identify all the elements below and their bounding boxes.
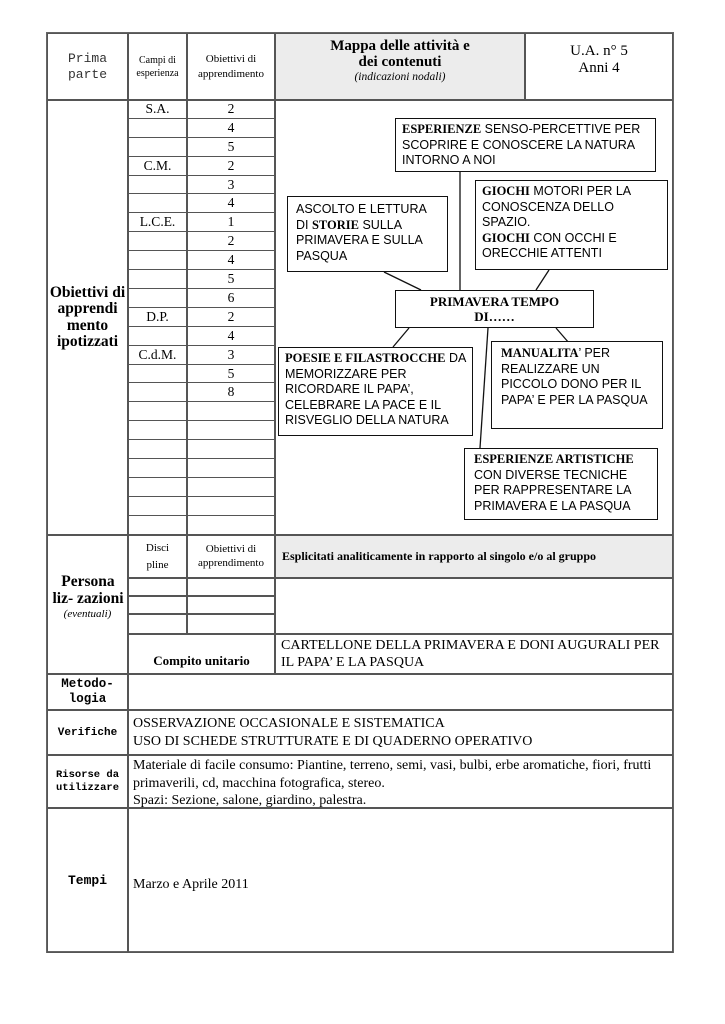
compito-text-cell (275, 634, 673, 674)
obiettivo-number: 4 (227, 119, 235, 135)
metodologia-text-cell (128, 674, 673, 710)
eventuali-label: (eventuali) (63, 608, 112, 620)
anni: Anni 4 (578, 60, 620, 76)
pers-obiettivi-label: Obiettivi di apprendimento (198, 543, 264, 569)
ascolto-pre: ASCOLTO E LETTURA DI (296, 202, 427, 232)
obiettivo-number: 1 (227, 214, 235, 230)
obiettivo-number: 2 (227, 233, 235, 249)
center-label: PRIMAVERA TEMPO DI…… (429, 294, 560, 324)
esperienze-bold: ESPERIENZE (402, 122, 482, 136)
obiettivo-number: 8 (227, 384, 235, 400)
manualita-bold: MANUALITA (501, 346, 579, 360)
tempi-label: Tempi (67, 873, 107, 888)
verifiche-label: Verifiche (57, 726, 118, 739)
prima-parte-label: Prima parte (67, 50, 107, 82)
box-poesie (278, 347, 473, 436)
disci-label: Disci pline (145, 541, 170, 571)
giochi1-bold: GIOCHI (482, 184, 530, 198)
campo-label: S.A. (145, 100, 170, 116)
pers-obiettivi-row-3 (187, 614, 275, 634)
pers-disci-row-1 (128, 578, 187, 596)
esplicitati-label: Esplicitati analiticamente in rapporto al singolo e/o al gruppo (282, 549, 597, 563)
obiettivo-number: 2 (227, 308, 235, 324)
box-esperienze (395, 118, 656, 172)
obiettivi-ipotizzati-label: Obiettivi di apprendi mento ipotizzati (49, 283, 126, 350)
campo-label: C.M. (143, 157, 172, 173)
verifiche-line-1: OSSERVAZIONE OCCASIONALE E SISTEMATICA (133, 716, 445, 731)
obiettivo-number: 3 (227, 346, 235, 362)
tempi-label-cell (47, 808, 128, 953)
box-ascolto (287, 196, 448, 272)
pers-details-cell (275, 578, 673, 634)
connector-poesie (393, 328, 409, 347)
mappa-title: Mappa delle attività e dei contenuti (330, 38, 470, 70)
verifiche-text-cell (128, 710, 673, 755)
box-manualita (491, 341, 663, 429)
ascolto-bold: STORIE (311, 217, 359, 232)
metodologia-label-cell (47, 674, 128, 710)
obiettivo-number: 4 (227, 195, 235, 211)
metodologia-label: Metodo- logia (61, 677, 114, 706)
compito-label-cell (128, 634, 275, 674)
poesie-text: DA MEMORIZZARE PER RICORDARE IL PAPA’, CELEBRARE LA PACE E IL RISVEGLIO DELLA NATURA (285, 351, 466, 427)
tempi-text-cell (128, 808, 673, 953)
verifiche-label-cell (47, 710, 128, 755)
obiettivo-number: 5 (227, 138, 235, 154)
personalizzazioni-label: Persona liz- zazioni (52, 573, 124, 607)
campo-label: L.C.E. (139, 214, 176, 230)
verifiche-line-2: USO DI SCHEDE STRUTTURATE E DI QUADERNO OPERATIVO (133, 734, 533, 749)
pers-obiettivi-row-2 (187, 596, 275, 614)
obiettivo-number: 2 (227, 157, 235, 173)
risorse-label-cell (47, 755, 128, 808)
obiettivo-number: 4 (227, 252, 235, 268)
risorse-line-1: Materiale di facile consumo: Piantine, terreno, semi, vasi, bulbi, erbe aromatiche, fiori, frutti primaverili, cd, macchina fotografica, stereo. (133, 758, 652, 791)
disci-header (128, 535, 187, 578)
pers-disci-row-2 (128, 596, 187, 614)
obiettivo-number: 6 (227, 289, 235, 305)
compito-label: Compito unitario (153, 652, 250, 668)
obiettivi-label: Obiettivi di apprendimento (198, 52, 264, 80)
giochi1-text: MOTORI PER LA CONOSCENZA DELLO SPAZIO. (482, 184, 631, 229)
campi-label: Campi di esperienza (136, 54, 179, 79)
risorse-text-cell (128, 755, 673, 808)
pers-obiettivi-header (187, 535, 275, 578)
artistiche-bold: ESPERIENZE ARTISTICHE (474, 452, 634, 466)
giochi2-bold: GIOCHI (482, 230, 530, 245)
pers-obiettivi-row-1 (187, 578, 275, 596)
campo-label: D.P. (146, 308, 169, 324)
connector-artistiche (480, 328, 488, 448)
box-artistiche (464, 448, 658, 520)
connector-ascolto (384, 272, 421, 290)
campo-label: C.d.M. (138, 346, 177, 362)
ascolto-post: SULLA PRIMAVERA E SULLA PASQUA (296, 217, 423, 263)
ua-number: U.A. n° 5 (570, 43, 628, 59)
artistiche-text: CON DIVERSE TECNICHE PER RAPPRESENTARE LA PRIMAVERA E LA PASQUA (474, 467, 631, 513)
manualita-text: ’ PER REALIZZARE UN PICCOLO DONO PER IL PAPA’ E PER LA PASQUA (501, 346, 648, 407)
mappa-subtitle: (indicazioni nodali) (354, 71, 446, 83)
connector-giochi (536, 270, 549, 290)
box-center (395, 290, 594, 328)
pers-disci-row-3 (128, 614, 187, 634)
obiettivo-number: 5 (227, 271, 235, 287)
giochi2-text: CON OCCHI E ORECCHIE ATTENTI (482, 230, 617, 260)
obiettivo-number: 3 (227, 176, 235, 192)
poesie-bold: POESIE E FILASTROCCHE (285, 351, 446, 365)
risorse-line-2: Spazi: Sezione, salone, giardino, palestra. (133, 793, 367, 808)
compito-text: CARTELLONE DELLA PRIMAVERA E DONI AUGURALI PER IL PAPA’ E LA PASQUA (281, 638, 660, 670)
personalizzazioni-cell (47, 535, 128, 674)
box-giochi (475, 180, 668, 270)
risorse-label: Risorse da utilizzare (55, 768, 119, 794)
esperienze-text: SENSO-PERCETTIVE PER SCOPRIRE E CONOSCERE LA NATURA INTORNO A NOI (402, 122, 641, 167)
obiettivo-number: 5 (227, 365, 235, 381)
tempi-text: Marzo e Aprile 2011 (133, 876, 249, 892)
esplicitati-cell (275, 535, 673, 578)
obiettivo-number: 2 (227, 100, 235, 116)
obiettivo-number: 4 (227, 327, 235, 343)
